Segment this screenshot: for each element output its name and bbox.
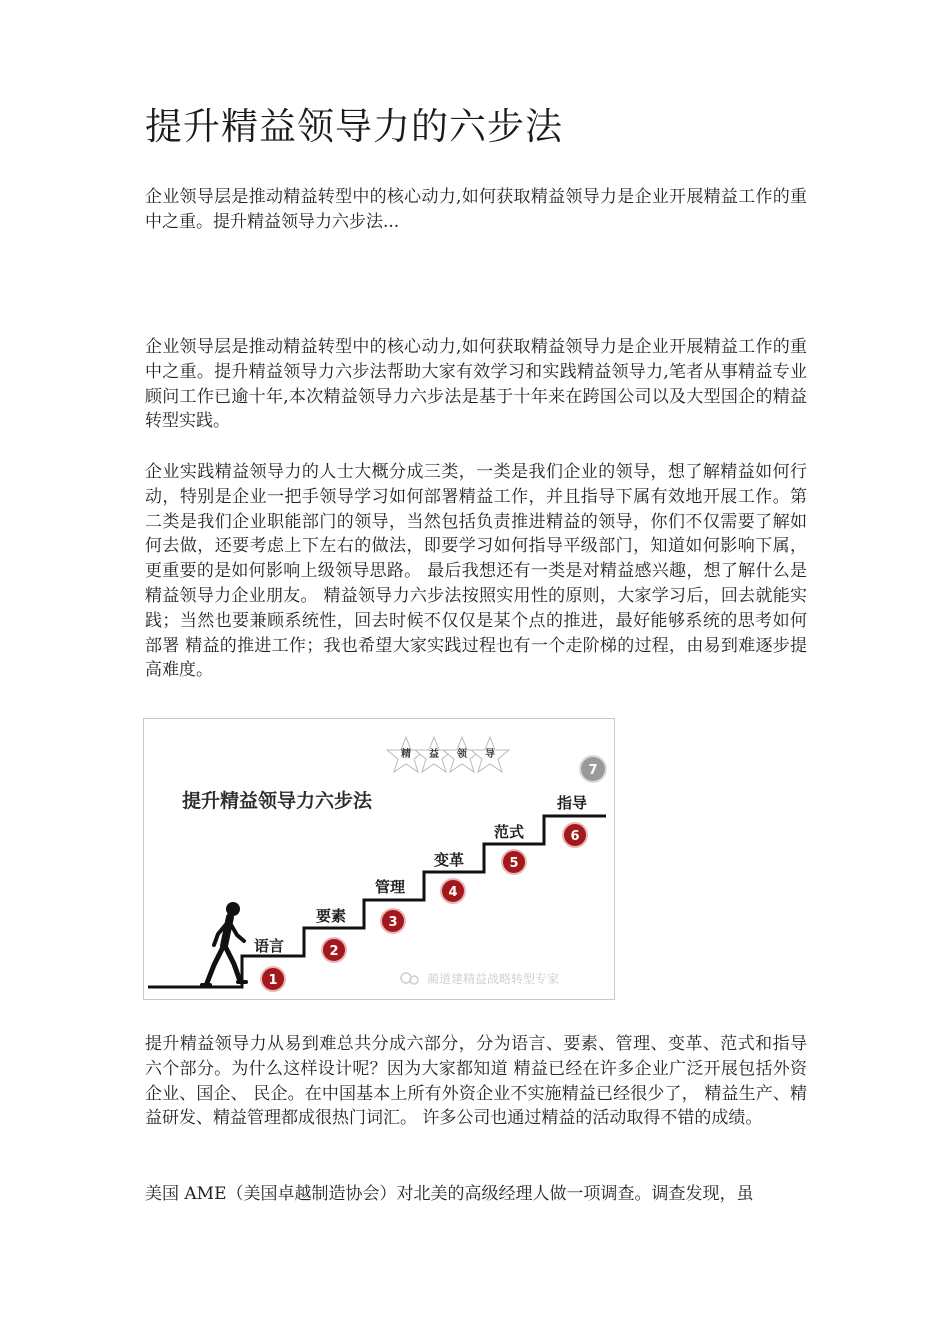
six-steps-figure bbox=[143, 718, 615, 1000]
body-paragraph: 提升精益领导力从易到难总共分成六部分，分为语言、要素、管理、变革、范式和指导六个部分。为什么这样设计呢？因为大家都知道 精益已经在许多企业广泛开展包括外资企业、国企、 民企。在中国基本上所有外资企业不实施精益已经很少了， 精益生产、精益研发、精益管理都成很热门词汇。 许多公司也通过精益的活动取得不错的成绩。 bbox=[145, 1034, 807, 1129]
step-label-1: 语言 bbox=[254, 937, 285, 955]
step-circle-4 bbox=[441, 879, 465, 903]
star-char: 精 bbox=[401, 749, 411, 760]
watermark bbox=[401, 971, 559, 986]
svg-text:1: 1 bbox=[268, 973, 278, 988]
body-paragraph: 企业实践精益领导力的人士大概分成三类，一类是我们企业的领导，想了解精益如何行动，特别是企业一把手领导学习如何部署精益工作，并且指导下属有效地开展工作。第二类是我们企业职能部门的领导，当然包括负责推进精益的领导，你们不仅需要了解如何去做，还要考虑上下左右的做法，即要学习如何指导平级部门，知道如何影响下属，更重要的是如何影响上级领导思路。 最后我想还有一类是对精益感兴趣，想了解什么是精益领导力企业朋友。 精益领导力六步法按照实用性的原则，大家学习后，回去就能实践；当然也要兼顾系统性，回去时候不仅仅是某个点的推进，最好能够系统的思考如何部署 精益的推进工作；我也希望大家实践过程也有一个走阶梯的过程，由易到难逐步提高难度。 bbox=[145, 462, 807, 681]
step-circle-5 bbox=[502, 850, 526, 874]
step-circle-1 bbox=[261, 967, 285, 991]
step-circle-7 bbox=[580, 756, 606, 782]
svg-text:4: 4 bbox=[448, 885, 458, 900]
step-label-5: 范式 bbox=[494, 823, 525, 841]
step-label-3: 管理 bbox=[375, 878, 406, 896]
step-circle-2 bbox=[322, 938, 346, 962]
step-circle-3 bbox=[381, 909, 405, 933]
six-steps-diagram bbox=[144, 719, 614, 999]
svg-text:5: 5 bbox=[509, 856, 519, 871]
summary-paragraph: 企业领导层是推动精益转型中的核心动力,如何获取精益领导力是企业开展精益工作的重中之重。提升精益领导力六步法... bbox=[145, 187, 807, 232]
star-char: 导 bbox=[485, 749, 495, 760]
step-circle-6 bbox=[563, 823, 587, 847]
step-label-2: 要素 bbox=[316, 907, 347, 925]
page-title: 提升精益领导力的六步法 bbox=[145, 105, 563, 148]
svg-text:6: 6 bbox=[570, 829, 580, 844]
svg-text:3: 3 bbox=[388, 915, 398, 930]
figure-title: 提升精益领导力六步法 bbox=[182, 790, 373, 812]
svg-text:2: 2 bbox=[329, 944, 339, 959]
watermark-text: 蔺道建精益战略转型专家 bbox=[427, 972, 560, 986]
star-char: 领 bbox=[457, 749, 467, 760]
stars-banner bbox=[387, 737, 509, 772]
body-paragraph: 美国 AME（美国卓越制造协会）对北美的高级经理人做一项调查。调查发现，虽 bbox=[145, 1184, 754, 1204]
star-char: 益 bbox=[429, 749, 439, 760]
svg-text:7: 7 bbox=[588, 763, 598, 778]
step-label-6: 指导 bbox=[557, 794, 588, 812]
step-label-4: 变革 bbox=[434, 851, 465, 869]
body-paragraph: 企业领导层是推动精益转型中的核心动力,如何获取精益领导力是企业开展精益工作的重中之重。提升精益领导力六步法帮助大家有效学习和实践精益领导力,笔者从事精益专业顾问工作已逾十年,本次精益领导力六步法是基于十年来在跨国公司以及大型国企的精益转型实践。 bbox=[145, 337, 807, 432]
walking-person-icon bbox=[202, 902, 246, 985]
